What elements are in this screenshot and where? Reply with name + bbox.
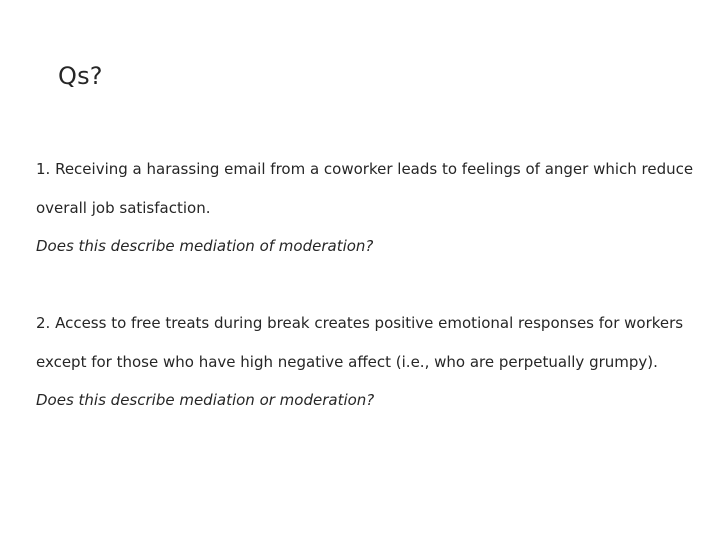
statement-2: 2. Access to free treats during break creates positive emotional responses for workers except for those who have high negative affect (i.e., who are perpetually grumpy).	[36, 314, 684, 371]
spacer	[36, 266, 696, 305]
question-1: Does this describe mediation of moderation?	[36, 237, 374, 255]
statement-1: 1. Receiving a harassing email from a coworker leads to feelings of anger which reduce overall job satisfaction.	[36, 160, 694, 217]
question-2: Does this describe mediation or moderation?	[36, 391, 375, 409]
question-block-2	[36, 304, 696, 420]
question-block-1	[36, 150, 696, 266]
slide-body	[36, 150, 696, 420]
slide-title: Qs?	[58, 62, 103, 90]
